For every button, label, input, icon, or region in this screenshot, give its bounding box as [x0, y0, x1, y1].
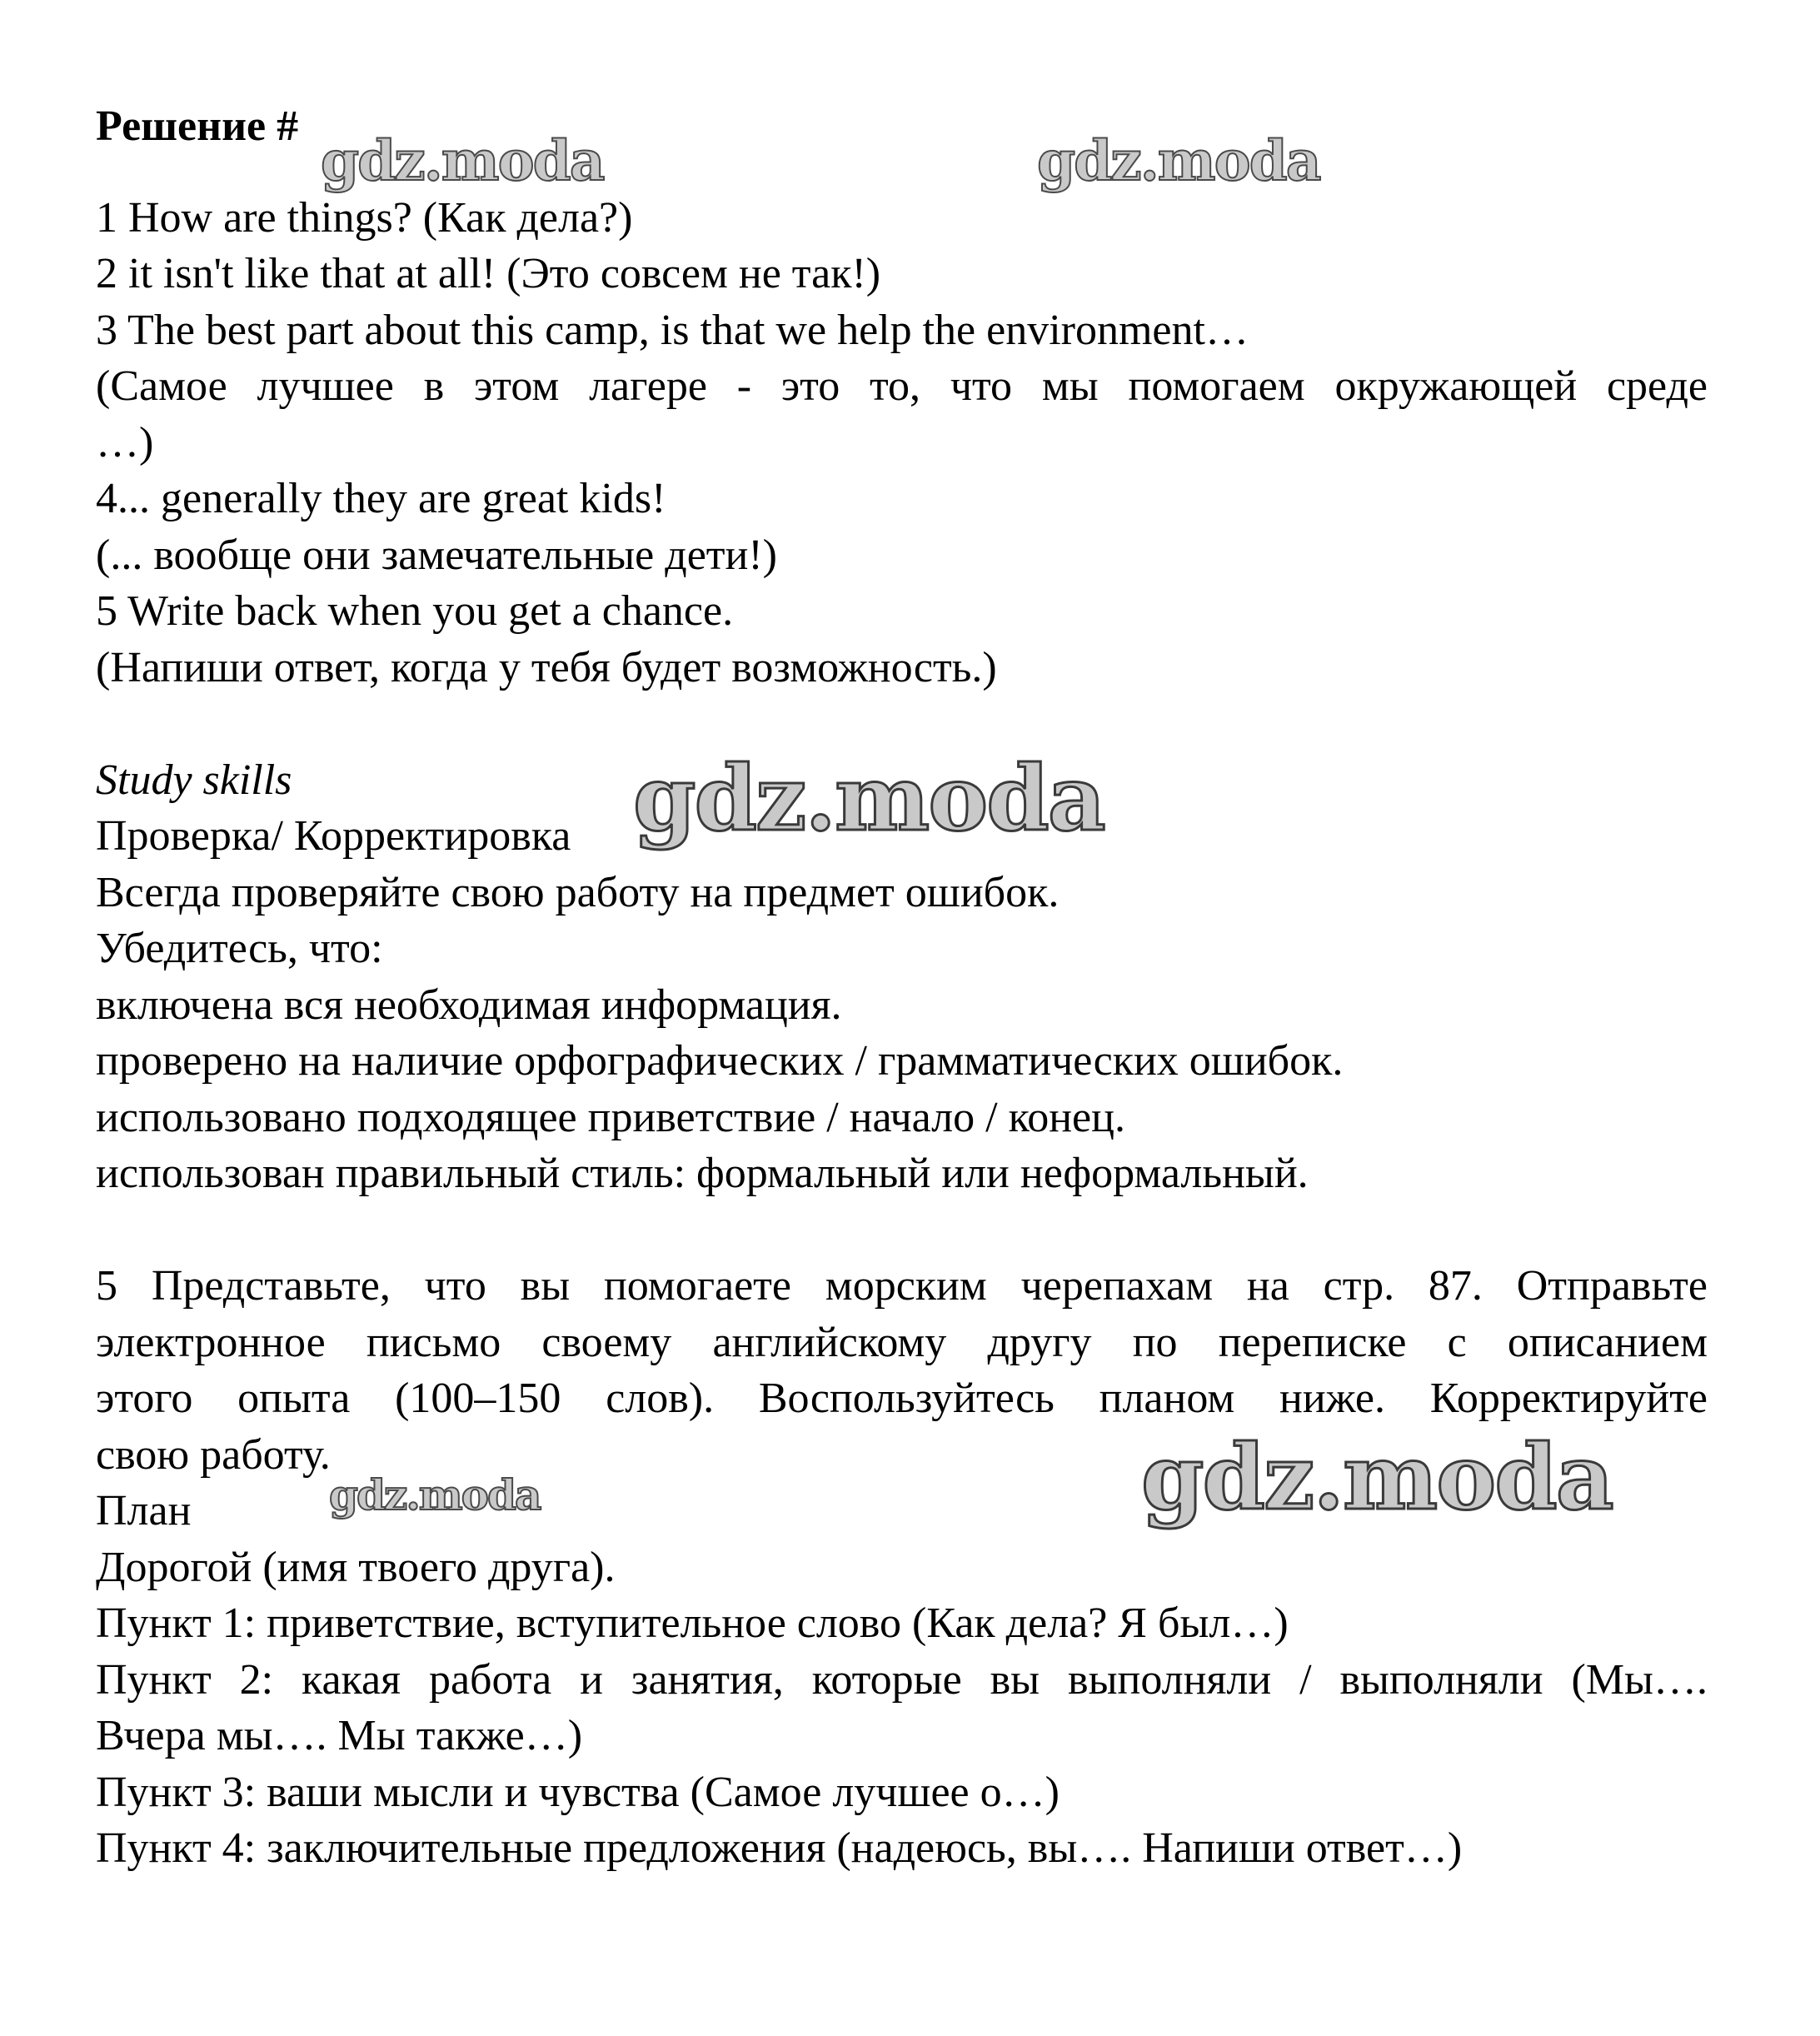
answer-line: 5 Write back when you get a chance. — [96, 587, 734, 635]
plan-line: Пункт 2: какая работа и занятия, которые вы выполняли / выполняли (Мы…. — [96, 1655, 1708, 1704]
solution-heading: Решение # — [96, 102, 299, 150]
plan-line: Пункт 3: ваши мысли и чувства (Самое лучшее о…) — [96, 1768, 1060, 1816]
plan-line: Вчера мы…. Мы также…) — [96, 1712, 583, 1759]
plan-line: Пункт 4: заключительные предложения (надеюсь, вы…. Напиши ответ…) — [96, 1824, 1463, 1872]
answer-line: (Самое лучшее в этом лагере - это то, что мы помогаем окружающей среде — [96, 362, 1708, 410]
plan-line: Пункт 1: приветствие, вступительное слово (Как дела? Я был…) — [96, 1599, 1289, 1647]
plan-label: План — [96, 1487, 192, 1534]
study-skills-line: Всегда проверяйте свою работу на предмет ошибок. — [96, 868, 1060, 916]
watermark: gdz.moda — [1141, 1425, 1613, 1530]
plan-line: Дорогой (имя твоего друга). — [96, 1543, 616, 1591]
study-skills-title: Study skills — [96, 756, 292, 804]
study-skills-line: проверено на наличие орфографических / грамматических ошибок. — [96, 1037, 1344, 1085]
spacer — [96, 1202, 1708, 1259]
study-skills-subtitle: Проверка/ Корректировка — [96, 812, 571, 860]
answer-line: 1 How are things? (Как дела?) — [96, 193, 633, 242]
watermark: gdz.moda — [633, 746, 1104, 851]
spacer — [96, 696, 1708, 752]
study-skills-line: использовано подходящее приветствие / начало / конец. — [96, 1093, 1125, 1141]
answer-line: 3 The best part about this camp, is that we help the environment… — [96, 306, 1249, 354]
answer-line: …) — [96, 418, 154, 467]
document-body — [96, 98, 1708, 1877]
task-line: свою работу. — [96, 1430, 331, 1479]
answer-line: (... вообще они замечательные дети!) — [96, 531, 777, 579]
study-skills-line: Убедитесь, что: — [96, 925, 383, 972]
answer-line: 2 it isn't like that at all! (Это совсем не так!) — [96, 250, 881, 297]
study-skills-line: использован правильный стиль: формальный или неформальный. — [96, 1150, 1309, 1197]
answer-line: (Напиши ответ, когда у тебя будет возможность.) — [96, 643, 997, 691]
task-line: этого опыта (100–150 слов). Воспользуйтесь планом ниже. Корректируйте — [96, 1375, 1708, 1422]
task-line: 5 Представьте, что вы помогаете морским черепахам на стр. 87. Отправьте — [96, 1262, 1708, 1310]
watermark: gdz.moda — [1037, 128, 1320, 193]
study-skills-line: включена вся необходимая информация. — [96, 981, 842, 1029]
watermark: gdz.moda — [329, 1470, 541, 1520]
task-line: электронное письмо своему английскому другу по переписке с описанием — [96, 1318, 1708, 1366]
watermark: gdz.moda — [321, 128, 604, 193]
answer-line: 4... generally they are great kids! — [96, 475, 666, 522]
